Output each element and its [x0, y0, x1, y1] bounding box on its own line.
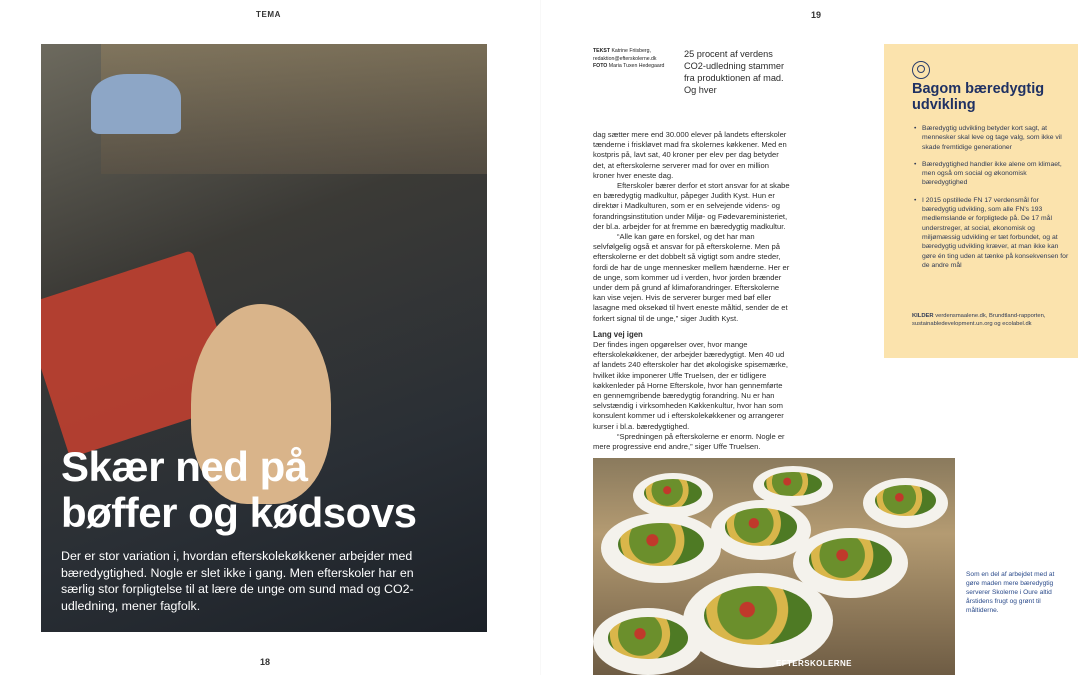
cover-photo — [41, 44, 487, 632]
salad-bowl — [753, 466, 833, 506]
photo-author: Maria Tuxen Hedegaard — [608, 63, 665, 69]
article-deck: Der er stor variation i, hvordan efterskolekøkkener arbejder med bæredygtighed. Nogle er slet ikke i gang. Men efterskoler har en særlig stor forpligtelse til at lære de unge om sund mad og CO2-udledning, mener fagfolk. — [61, 549, 414, 613]
sidebar-item: • I 2015 opstillede FN 17 verdensmål for bæredygtig udvikling, som alle FN's 193 medlemslande er forpligtede på. De 17 mål understreger, at social, økonomisk og miljømæssig udvikling er tæt forbundet, og at bæredygtig udvikling kræver, at man ikke kan gøre én ting uden at tænke på konsekvensen for de andre mål — [922, 196, 1070, 270]
text-label: TEKST — [593, 48, 611, 54]
subheading: Lang vej igen — [593, 329, 643, 339]
salad-photo — [593, 458, 955, 675]
sidebar-list — [922, 124, 1070, 278]
headline-line-2: bøffer og kødsovs — [61, 489, 417, 536]
body-paragraph: Der findes ingen opgørelser over, hvor mange efterskolekøkkener, der arbejder bæredygtigt. Men 40 ud af landets 240 efterskoler har det økologiske spisemærke, hvilket ikke imponerer Uffe Truelsen, der er tidligere køkkenleder på Horne Efterskole, hvor han gennemførte en gennemgribende bæredygtig forandring. Nu er han selvstændig i virksomheden Køkkenkultur, hvor han som konsulent kommer ud i efterskolekøkkener og arrangerer kurser i bl.a. bæredygtighed. — [593, 340, 789, 431]
salad-bowl — [633, 473, 713, 518]
text-author: Katrine Friisberg, — [611, 48, 651, 54]
page-number-left: 18 — [260, 657, 271, 667]
text-email: redaktion@efterskolerne.dk — [593, 55, 657, 62]
headline-line-1: Skær ned på — [61, 443, 308, 490]
sidebar-item: • Bæredygtig udvikling betyder kort sagt, at mennesker skal leve og tage valg, som ikke vil skade fremtidige generationer — [922, 124, 1070, 152]
sidebar-item: • Bæredygtighed handler ikke alene om klimaet, men også om social og økonomisk bæredygtighed — [922, 160, 1070, 188]
lead-paragraph: 25 procent af verdens CO2-udledning stammer fra produktionen af mad. Og hver — [684, 49, 785, 95]
sources-text: verdensmaalene.dk, Brundtland-rapporten, sustainabledevelopment.un.org og ecolabel.dk — [912, 313, 1046, 327]
salad-bowl — [593, 608, 703, 675]
salad-bowl — [863, 478, 948, 528]
sidebar-title: Bagom bæredygtig udvikling — [912, 81, 1045, 113]
salad-bowl — [683, 573, 833, 668]
body-column — [593, 130, 790, 452]
photo-label: FOTO — [593, 63, 608, 69]
sidebar-sources — [912, 312, 1062, 328]
salad-bowl — [601, 513, 721, 583]
photo-caption: Som en del af arbejdet med at gøre maden mere bæredygtig serverer Skolerne i Oure altid årstidens frugt og grønt til måltiderne. — [966, 571, 1055, 614]
body-paragraph: “Alle kan gøre en forskel, og det har man selvfølgelig også et ansvar for på efterskolerne. Men på efterskolerne er det dobbelt så vigtigt som andre steder, fordi de har de unge mennesker mellem hænderne. Her er de unge, som kommer ud i verden, hvor jorden brænder under dem på grund af klimaforandringer. Efterskolerne kan vise vejen. Hvis de serverer burger med bøf eller lasagne med oksekød til hvert eneste måltid, sender de et forkert signal til de unge,” siger Judith Kyst. — [593, 232, 790, 323]
body-paragraph: dag sætter mere end 30.000 elever på landets efterskoler tænderne i friskløvet mad fra skolernes køkkener. Med en kostpris på, lavt sat, 40 kroner per elev per dag betyder det, at efterskolerne serverer mad for over en million kroner hver eneste dag. — [593, 130, 787, 180]
byline-credits — [593, 48, 681, 71]
article-headline — [61, 444, 481, 536]
page-number-right: 19 — [811, 10, 822, 20]
sources-label: KILDER — [912, 313, 934, 319]
page-gutter — [540, 0, 541, 675]
body-paragraph: Efterskoler bærer derfor et stort ansvar for at skabe en bæredygtig madkultur, påpeger Judith Kyst. Hun er direktør i Madkulturen, som er en selvejende videns- og forandringsinstitution under Miljø- og Fødevareministeriet, der bl.a. arbejder for at fremme en bæredygtig madkultur. — [593, 181, 790, 231]
magazine-brand: EFTERSKOLERNE — [776, 659, 852, 668]
section-runner: TEMA — [256, 10, 282, 19]
cap-shape — [91, 74, 181, 134]
magnifier-icon — [912, 61, 930, 79]
body-paragraph: “Spredningen på efterskolerne er enorm. Nogle er mere progressive end andre,” siger Uffe Truelsen. — [593, 431, 785, 452]
